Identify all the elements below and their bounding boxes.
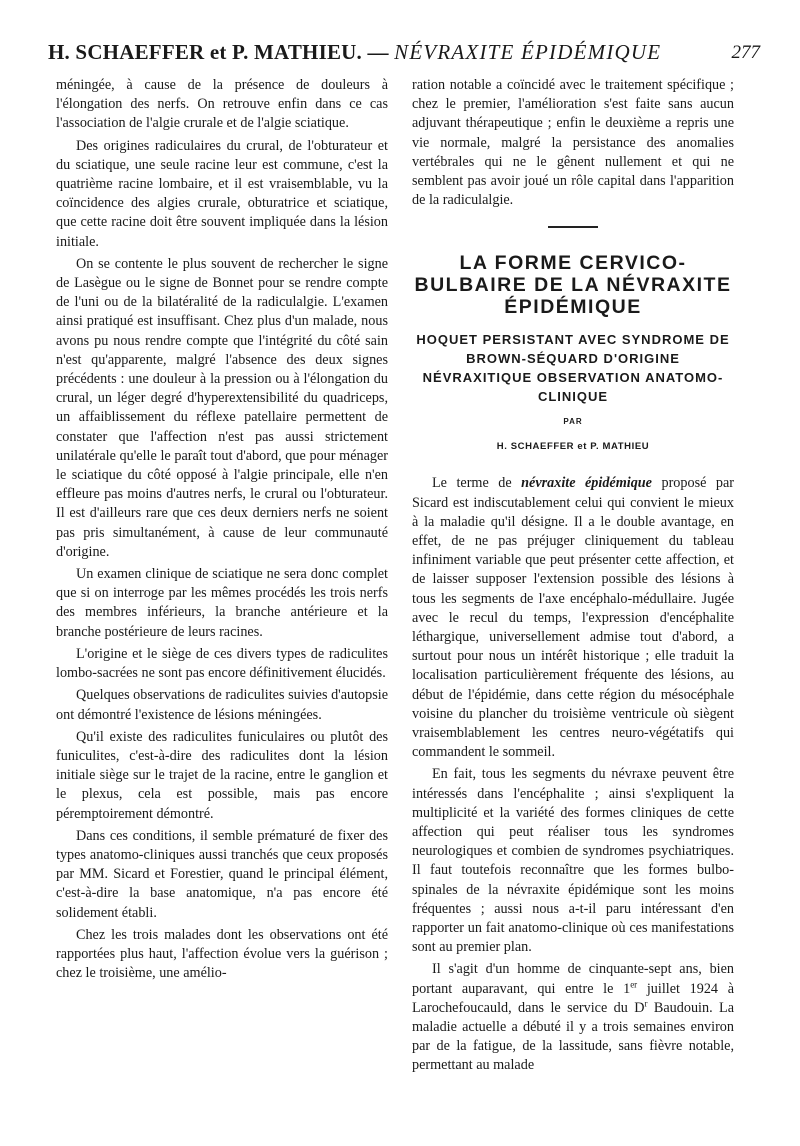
left-column	[56, 76, 388, 986]
header-authors: H. SCHAEFFER et P. MATHIEU.	[48, 40, 362, 64]
paragraph: Quelques observations de radiculites suivies d'autopsie ont démontré l'existence de lésions méningées.	[56, 687, 388, 723]
paragraph	[412, 960, 734, 1075]
header-journal-title: NÉVRAXITE ÉPIDÉMIQUE	[394, 40, 662, 64]
article-title: LA FORME CERVICO-BULBAIRE DE LA NÉVRAXITE ÉPIDÉMIQUE	[414, 251, 732, 318]
paragraph: méningée, à cause de la présence de douleurs à l'élongation des nerfs. On retrouve enfin dans ce cas l'association de l'algie crurale et de l'algie sciatique.	[56, 77, 388, 132]
text-run: Il s'agit d'un homme de cinquante-sept ans, bien portant auparavant, qui entre le 1	[412, 961, 734, 997]
superscript: r	[644, 998, 648, 1009]
article-authors: H. SCHAEFFER et P. MATHIEU	[496, 441, 650, 453]
text-run: Baudouin. La maladie actuelle a débuté il y a trois semaines environ par de la fatigue, de la lassitude, sans fièvre notable, permettant au malade	[412, 999, 734, 1074]
paragraph: Des origines radiculaires du crural, de l'obturateur et du sciatique, une seule racine leur est commune, c'est la quatrième racine lombaire, et il est vraisemblable, vu la coïncidence des algies crurale, obturatrice et sciatique, que cette racine doit être souvent impliquée dans la lésion initiale.	[56, 137, 388, 250]
paragraph: Qu'il existe des radiculites funiculaires ou plutôt des funiculites, c'est-à-dire des radiculites dont la lésion initiale siège sur le trajet de la racine, entre le ganglion et le plexus, cela est possible, mais pas encore péremptoirement démontré.	[56, 728, 388, 822]
text-run: proposé par Sicard est indiscutablement celui qui convient le mieux à la maladie qu'il désigne. Il a le double avantage, en effet, de ne pas préjuger cliniquement du tableau infiniment variable que peut présenter cette affection, et de laisser supposer l'extension possible des lésions à tous les segments de l'axe encéphalo-médullaire. Jugée avec le recul du temps, l'expression d'encéphalite léthargique, universellement admise tout d'abord, a surtout pour nous un intérêt historique ; elle traduit la localisation particulièrement fréquente des lésions, au début de l'épidémie, dans cette région du mésocéphale voisine du plancher du troisième ventricule où siègent vraisemblablement les centres neuro-végétatifs qui commandent le sommeil.	[412, 475, 734, 761]
right-column	[412, 76, 734, 1079]
superscript: er	[630, 978, 638, 989]
paragraph	[412, 474, 734, 762]
paragraph: L'origine et le siège de ces divers types de radiculites lombo-sacrées ne sont pas encore définitivement élucidés.	[56, 645, 388, 682]
paragraph: Chez les trois malades dont les observations ont été rapportées plus haut, l'affection évolue vers la guérison ; chez le troisième, une amélio-	[56, 926, 388, 982]
paragraph: ration notable a coïncidé avec le traitement spécifique ; chez le premier, l'amélioration s'est faite sans aucun adjuvant thérapeutique ; enfin le deuxième a repris une vie normale, malgré la persistance des anomalies vertébrales qui ne le gênent nullement et qui ne semblent pas avoir joué un rôle capital dans l'apparition de la radiculalgie.	[412, 77, 734, 209]
paragraph: On se contente le plus souvent de rechercher le signe de Lasègue ou le signe de Bonnet pour se rendre compte de l'uni ou de la bilatéralité de la radiculalgie. L'examen ainsi pratiqué est insuffisant. Chez plus d'un malade, nous avons pu nous rendre compte que l'intégrité du côté sain n'est qu'apparente, malgré l'absence des deux signes précédents : une douleur à la pression ou à l'élongation du crural, un léger degré d'hyperextensibilité du quadriceps, un affaiblissement du réflexe patellaire permettent de constater que l'affection n'est pas aussi strictement unilatérale qu'elle le paraît tout d'abord, que pour ménager le sciatique du côté opposé à l'algie principale, elle n'en effleure pas moins d'autres nerfs, le crural ou l'obturateur. Il est d'ailleurs rare que ces deux derniers nerfs ne soient pas pris simultanément, à cause de leur communauté d'origine.	[56, 255, 388, 560]
page-number: 277	[731, 42, 760, 63]
text-run: juillet 1924 à Larochefoucauld, dans le service du D	[412, 980, 734, 1016]
header-title	[48, 40, 661, 65]
term-nevraxite: névraxite épidémique	[521, 475, 652, 492]
paragraph: Dans ces conditions, il semble prématuré de fixer des types anatomo-cliniques aussi tranchés que ceux proposés par MM. Sicard et Forestier, quand le principal élément, c'est-à-dire la base anatomique, n'a pas encore été solidement établi.	[56, 827, 388, 921]
par-label: PAR	[563, 416, 583, 426]
running-header	[48, 40, 760, 70]
header-dash: —	[362, 40, 395, 64]
paragraph: Un examen clinique de sciatique ne sera donc complet que si on interroge par les mêmes procédés les trois nerfs des membres inférieurs, la branche antérieure et la branche postérieure de leurs racines.	[56, 566, 388, 640]
paragraph: En fait, tous les segments du névraxe peuvent être intéressés dans l'encéphalite ; ainsi s'expliquent la multiplicité et la variété des formes cliniques de cette affection qui peut réaliser tous les syndromes neurologiques et combien de syndromes psychiatriques. Il faut toutefois reconnaître que les formes bulbo-spinales de la névraxite épidémique sont les moins fréquentes ; aussi nous a-t-il paru intéressant d'en rapporter un fait anatomo-clinique où ces manifestations sont au premier plan.	[412, 766, 734, 956]
text-run: Le terme de	[432, 475, 522, 492]
article-subtitle: HOQUET PERSISTANT AVEC SYNDROME DE BROWN-SÉQUARD D'ORIGINE NÉVRAXITIQUE OBSERVATION ANATOMO-CLINIQUE	[416, 331, 730, 404]
section-divider	[548, 226, 598, 228]
